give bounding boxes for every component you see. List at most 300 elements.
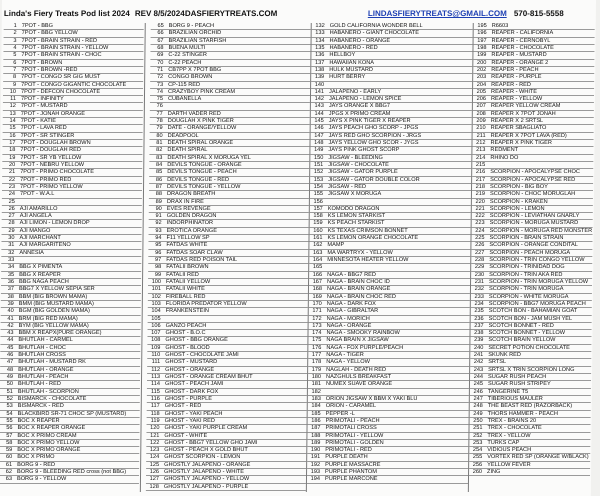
- list-item: [307, 469, 468, 476]
- item-name: PRIMOTALI - YELLOW: [325, 432, 384, 439]
- item-number: 219: [475, 191, 485, 198]
- list-item: [472, 199, 593, 206]
- list-item: [308, 374, 469, 381]
- item-name: JIGSAW - GATOR DOUBLE COLOR: [328, 176, 420, 183]
- item-name: NAGA - TIGER: [326, 352, 364, 359]
- item-name: JAYS PEACH GHO SCORP - JPGS: [328, 125, 419, 132]
- item-name: ORION JIGSAW X BBM X YAKI BLU: [325, 395, 418, 402]
- list-item: [310, 199, 471, 206]
- item-number: 233: [474, 293, 484, 300]
- item-number: 32: [8, 249, 15, 256]
- item-name: 7POT - BROWN: [21, 59, 63, 66]
- item-name: AJI MARGARITENO: [19, 242, 71, 249]
- item-name: SCORPION - BIG BOY: [490, 183, 548, 190]
- item-name: BRAZILIAN STARFISH: [168, 37, 227, 44]
- list-item: [149, 199, 309, 206]
- item-number: 80: [156, 132, 163, 139]
- item-name: YELLOW FEVER: [487, 461, 531, 468]
- item-name: GHOST - YAKI RED: [164, 417, 215, 424]
- list-item: [469, 469, 590, 476]
- list-item: [472, 206, 593, 213]
- item-number: 180: [311, 374, 322, 380]
- list-item: [307, 425, 468, 432]
- list-item: [2, 162, 142, 169]
- item-name: GHOST - MUSTARD: [165, 359, 218, 366]
- list-item: [1, 272, 141, 279]
- item-number: 63: [5, 476, 13, 483]
- item-name: 7POT - DOUGLAH BROWN: [20, 140, 91, 146]
- item-name: JALAPENO - LEMON SPICE: [328, 96, 402, 103]
- list-item: [310, 213, 471, 220]
- item-number: 145: [314, 118, 324, 125]
- list-item: [470, 411, 591, 418]
- item-number: 79: [156, 125, 163, 132]
- item-name: NAGA - BRAIN CHOC RED: [326, 293, 396, 300]
- list-item: [310, 155, 471, 162]
- item-name: BHUTLAH - SCORPION: [17, 388, 79, 395]
- list-item: [471, 264, 592, 271]
- item-name: SCORPION - LEMON: [489, 205, 545, 212]
- list-item: [2, 140, 142, 147]
- item-name: NAGA - FOX PURPLE/PEACH: [326, 344, 404, 351]
- item-name: BHUTLAH - RED: [17, 381, 61, 388]
- item-name: F11 YELLOW SP: [166, 235, 210, 242]
- item-number: 167: [312, 278, 323, 285]
- list-item: [307, 454, 468, 461]
- list-item: [3, 118, 143, 125]
- item-number: 1: [13, 23, 17, 29]
- item-name: DEVILS TONGUE - PEACH: [167, 169, 237, 176]
- item-number: 2: [13, 30, 17, 37]
- item-name: VIDIOUS PEACH: [487, 447, 532, 454]
- list-item: [148, 242, 308, 249]
- list-item: [1, 279, 141, 286]
- item-name: CRAZYBOY PINK CREAM: [168, 88, 236, 95]
- item-number: 133: [315, 30, 325, 37]
- item-number: 39: [7, 300, 14, 307]
- item-name: FRANKENSTEIN: [165, 308, 209, 315]
- item-name: FATALII WHITE: [165, 286, 205, 293]
- item-name: JIGSAW - RED: [328, 183, 367, 190]
- item-name: BRM (BIG RED MAMA): [18, 315, 78, 322]
- item-name: BMM (BIG MUSTARD MAMA): [18, 300, 94, 307]
- item-number: 78: [156, 118, 163, 125]
- list-item: [309, 294, 470, 301]
- list-item: [149, 184, 309, 191]
- item-name: BBG X PIMENTA: [19, 264, 63, 271]
- item-number: 246: [473, 388, 483, 395]
- item-number: 163: [312, 249, 323, 256]
- item-name: PURPLE PHANTOM: [325, 469, 377, 476]
- item-name: GHOST - WHITE: [164, 432, 208, 439]
- item-name: REAPER X 7POT LAVA (RED): [490, 132, 567, 139]
- list-item: [308, 418, 469, 425]
- list-item: [149, 220, 309, 227]
- list-item: [1, 235, 141, 242]
- item-name: VORTEX RED SP (ORANGE W/BLACK): [487, 454, 589, 461]
- item-name: GHOST - YAKI PEACH: [164, 410, 223, 417]
- list-item: [309, 301, 470, 308]
- item-number: 28: [8, 220, 15, 227]
- item-number: 19: [9, 154, 16, 161]
- item-number: 141: [314, 88, 325, 95]
- list-item: [3, 82, 143, 89]
- item-name: JIGSAW - GATOR PURPLE: [328, 169, 398, 176]
- list-item: [311, 74, 472, 81]
- list-item: [146, 447, 306, 454]
- item-number: 214: [475, 154, 486, 161]
- list-item: [0, 411, 140, 418]
- list-item: [4, 23, 144, 30]
- list-item: [3, 74, 143, 81]
- item-number: 87: [155, 183, 163, 190]
- item-number: 164: [312, 257, 323, 263]
- list-item: [148, 323, 308, 330]
- list-item: [474, 23, 595, 30]
- list-item: [3, 67, 143, 74]
- item-number: 177: [311, 352, 322, 359]
- item-name: C-22 PEACH: [168, 59, 202, 66]
- list-item: [2, 169, 142, 176]
- item-number: 255: [472, 454, 483, 461]
- list-item: [2, 147, 142, 154]
- item-name: JIGSAW - CHOCOLATE: [328, 161, 389, 168]
- item-number: 66: [157, 30, 164, 37]
- list-item: [148, 279, 308, 286]
- list-item: [146, 476, 306, 483]
- item-number: 88: [155, 191, 162, 198]
- list-item: [471, 257, 592, 264]
- list-item: [310, 228, 471, 235]
- list-item: [148, 257, 308, 264]
- item-name: BHUTLAH - CARMEL: [18, 337, 73, 344]
- list-column-3: [307, 23, 473, 484]
- item-number: 113: [151, 374, 161, 380]
- item-name: 7POT - SR STINGER: [20, 132, 75, 139]
- list-item: [307, 462, 468, 469]
- list-item: [473, 89, 594, 96]
- item-name: BISMARCK - CHOCOLATE: [17, 395, 87, 402]
- list-item: [150, 125, 310, 132]
- item-number: 128: [149, 483, 159, 490]
- list-item: [150, 103, 310, 110]
- item-name: JIGSAW X MORUGA: [327, 191, 382, 198]
- item-number: 126: [149, 469, 160, 476]
- item-name: DOUGLAH X PINK TIGER: [167, 118, 234, 125]
- item-name: KOMODO DRAGON: [327, 205, 380, 212]
- item-number: 120: [150, 425, 160, 432]
- list-item: [472, 177, 593, 184]
- list-item: [471, 242, 592, 249]
- item-number: 137: [314, 59, 325, 66]
- item-number: 24: [8, 191, 15, 198]
- list-item: [308, 352, 469, 359]
- list-item: [149, 169, 309, 176]
- list-item: [147, 345, 307, 352]
- item-name: AJI MANGO: [19, 227, 51, 234]
- item-number: 150: [313, 154, 324, 161]
- item-number: 196: [477, 30, 487, 37]
- item-number: 239: [474, 337, 484, 344]
- item-number: 222: [475, 213, 485, 220]
- item-name: FATALII YELLOW: [166, 278, 211, 285]
- item-name: PRIMOTALI - RED: [325, 447, 372, 454]
- item-number: 97: [155, 257, 162, 263]
- item-number: 155: [313, 191, 323, 198]
- item-number: 191: [310, 454, 321, 461]
- list-item: [148, 235, 308, 242]
- item-name: SECRET POTION CHOCOLATE: [488, 344, 570, 351]
- item-name: SCORPION - TRIN MORUGA YELLOW: [489, 278, 589, 285]
- list-item: [470, 337, 591, 344]
- list-item: [472, 191, 593, 198]
- item-name: REAPER - CERNOBYL: [491, 37, 551, 44]
- item-name: SCORPION - TRIN AKA RED: [489, 271, 563, 278]
- item-name: SCORPION - TRIN MORUGA: [488, 286, 564, 293]
- item-number: 224: [475, 227, 485, 234]
- item-name: DEATH SPIRAL ORANGE: [167, 140, 234, 146]
- item-number: 110: [151, 352, 161, 359]
- list-item: [307, 440, 468, 447]
- list-item: [470, 352, 591, 359]
- item-name: KS PEACH STARKIST: [327, 220, 385, 227]
- list-item: [2, 206, 142, 213]
- item-number: 188: [311, 432, 321, 439]
- list-item: [0, 389, 140, 396]
- item-name: 7POT - BRAIN STRAIN - CHOC: [21, 52, 102, 59]
- list-item: [310, 220, 471, 227]
- item-number: 83: [156, 154, 163, 161]
- item-name: REAPER - CALIFORNIA: [491, 30, 554, 37]
- list-item: [308, 345, 469, 352]
- list-item: [308, 337, 469, 344]
- item-name: PEPPER -L: [325, 410, 355, 417]
- item-number: 67: [157, 37, 164, 44]
- item-number: 195: [477, 23, 487, 29]
- item-number: 58: [6, 439, 13, 446]
- list-item: [470, 359, 591, 366]
- item-name: GHOST - BLOOD: [165, 344, 210, 351]
- item-number: 68: [157, 44, 164, 51]
- item-name: PRIMOTALI CROSS: [325, 425, 377, 432]
- item-number: 42: [7, 322, 14, 329]
- item-name: DEATH SPIRAL X MORUGA YEL: [167, 154, 251, 161]
- list-item: [0, 359, 140, 366]
- list-item: [469, 425, 590, 432]
- item-name: DEVILS TONGUE - ORANGE: [167, 161, 242, 168]
- item-number: 135: [315, 44, 325, 51]
- list-item: [309, 257, 470, 264]
- item-name: SCORPION - BBG7 MORUGA PEACH: [488, 300, 586, 307]
- item-number: 242: [473, 359, 484, 366]
- item-number: 49: [6, 374, 14, 380]
- item-number: 98: [154, 264, 162, 271]
- email-link[interactable]: LINDASFIERYTREATS@GMAIL.COM: [367, 9, 507, 18]
- item-name: NAGA - BBG7 RED: [327, 271, 376, 278]
- item-number: 82: [156, 147, 163, 154]
- list-item: [147, 352, 307, 359]
- item-number: 109: [150, 344, 161, 351]
- item-name: BORG 9 - RED: [17, 461, 56, 468]
- item-number: 260: [472, 469, 483, 476]
- list-item: [311, 133, 472, 140]
- item-name: SCORPION - WHITE MORUGA: [488, 293, 569, 300]
- item-number: 152: [313, 169, 324, 176]
- item-number: 6: [13, 59, 17, 66]
- item-name: NAGA - ORANGE: [326, 322, 372, 329]
- list-item: [3, 89, 143, 96]
- list-item: [470, 367, 591, 374]
- item-number: 158: [313, 213, 323, 220]
- item-name: 7POT - JONAH ORANGE: [20, 110, 86, 117]
- list-item: [3, 60, 143, 67]
- item-name: NAGA - SMOOKY RAINBOW: [326, 330, 400, 337]
- list-item: [309, 286, 470, 293]
- list-item: [2, 213, 142, 220]
- item-number: 18: [9, 147, 16, 154]
- list-item: [469, 440, 590, 447]
- item-number: 12: [9, 103, 16, 110]
- item-number: 114: [151, 381, 161, 388]
- list-item: [472, 220, 593, 227]
- list-item: [147, 381, 307, 388]
- item-name: EVES REVENGE: [166, 205, 211, 212]
- item-name: 7POT - BROWN -RED: [21, 66, 78, 73]
- list-item: [150, 74, 310, 81]
- item-number: 37: [7, 286, 15, 293]
- item-number: 156: [313, 198, 323, 205]
- item-name: PRIMOTALI - GOLDEN: [325, 439, 384, 446]
- item-name: BORG 9 - YELLOW: [16, 476, 67, 483]
- list-item: [473, 82, 594, 89]
- item-name: DEVILS TONGUE - YELLOW: [167, 183, 241, 190]
- list-item: [310, 162, 471, 169]
- item-name: BLACKBIRD SR-71 CHOC SP (MUSTARD): [17, 410, 127, 417]
- list-item: [0, 352, 140, 359]
- list-item: [3, 133, 143, 140]
- list-item: [149, 147, 309, 154]
- list-item: [307, 476, 468, 483]
- item-name: 7POT - KATIE: [20, 118, 56, 125]
- item-number: 119: [150, 417, 160, 424]
- list-item: [309, 323, 470, 330]
- list-item: [473, 74, 594, 81]
- item-name: REAPER - RED: [491, 81, 531, 88]
- list-item: [473, 103, 594, 110]
- item-number: 41: [7, 315, 14, 322]
- item-number: 121: [150, 432, 160, 439]
- item-number: 139: [314, 74, 325, 81]
- list-item: [471, 323, 592, 330]
- item-number: 35: [7, 271, 15, 278]
- item-number: 127: [149, 476, 160, 483]
- item-name: DARTH VADER RED: [167, 110, 221, 117]
- list-item: [312, 23, 473, 30]
- list-item: [151, 30, 311, 37]
- item-name: HURT BERRY: [329, 74, 366, 81]
- item-number: 190: [310, 447, 321, 454]
- list-item: [472, 213, 593, 220]
- item-number: 118: [150, 410, 160, 417]
- item-name: 7POT - PRIMO YELLOW: [20, 183, 83, 190]
- list-item: [472, 162, 593, 169]
- list-item: [150, 67, 310, 74]
- item-number: 71: [157, 66, 164, 73]
- item-number: 16: [9, 132, 16, 139]
- item-name: FATDAS WHITE: [166, 242, 208, 249]
- list-item: [146, 454, 306, 461]
- item-number: 75: [156, 96, 163, 103]
- list-item: [310, 140, 471, 147]
- item-number: 4: [13, 44, 17, 51]
- list-item: [472, 155, 593, 162]
- item-name: CB7PP X 7POT BBG: [168, 66, 222, 73]
- item-number: 48: [6, 366, 14, 373]
- list-item: [146, 469, 306, 476]
- item-name: 7POT - CONGO GIGANTIC CHOCOLATE: [21, 81, 127, 88]
- list-item: [473, 52, 594, 59]
- item-name: BHUTLAH - ORANGE: [18, 366, 74, 373]
- item-name: AJI MARCHANT: [19, 235, 61, 242]
- item-name: SCORPION - PEACH MORUGA: [489, 249, 571, 256]
- item-name: REAPER - MUSTARD: [491, 52, 547, 59]
- item-number: 171: [312, 308, 322, 315]
- list-item: [470, 345, 591, 352]
- item-number: 173: [312, 322, 322, 329]
- list-item: [4, 30, 144, 37]
- item-name: NAGA - BRAIN ORANGE: [326, 286, 391, 293]
- item-name: CONGO BROWN: [168, 74, 213, 81]
- item-number: 73: [156, 81, 164, 88]
- item-name: FATALII BROWN: [166, 264, 209, 271]
- item-name: TURKS CAP: [487, 439, 520, 446]
- item-number: 17: [9, 140, 16, 146]
- list-item: [148, 308, 308, 315]
- item-number: 53: [6, 403, 13, 410]
- list-item: [0, 447, 139, 454]
- item-number: 174: [312, 330, 322, 337]
- item-name: SCORPION - KRAKEN: [489, 198, 548, 205]
- list-item: [311, 103, 472, 110]
- item-number: 256: [472, 461, 483, 468]
- item-number: 243: [473, 366, 484, 373]
- item-name: AJI LIMON - LEMON DROP: [19, 220, 90, 227]
- item-number: 85: [155, 169, 163, 176]
- item-name: 7POT - BRAIN STRAIN - YELLOW: [21, 44, 109, 51]
- item-name: REAPER - ORANGE 2: [491, 59, 549, 66]
- item-name: NAGA - BRAIN CHOC ID: [327, 278, 390, 285]
- item-number: 198: [477, 44, 487, 51]
- list-item: [472, 184, 593, 191]
- item-number: 84: [156, 161, 163, 168]
- item-number: 9: [12, 81, 17, 88]
- item-number: 213: [476, 147, 486, 154]
- item-name: AJI ANGELA: [19, 213, 52, 220]
- item-number: 51: [6, 388, 13, 395]
- list-item: [3, 96, 143, 103]
- item-number: 227: [474, 249, 485, 256]
- item-number: 200: [476, 59, 487, 66]
- item-name: NAGLAH - DEATH RED: [326, 366, 387, 373]
- list-item: [146, 425, 306, 432]
- item-name: ZING: [487, 469, 501, 476]
- item-name: REAPER YELLOW CREAM: [490, 103, 561, 110]
- item-name: BHUTLAH - MUSTARD RK: [18, 359, 86, 366]
- item-name: GOLD CALIFORNIA WONDER BELL: [329, 23, 423, 29]
- item-name: 7POT - DOUGLAH RED: [20, 147, 81, 154]
- item-number: 10: [9, 88, 17, 95]
- item-name: REAPER SBAGLIATO: [490, 125, 547, 132]
